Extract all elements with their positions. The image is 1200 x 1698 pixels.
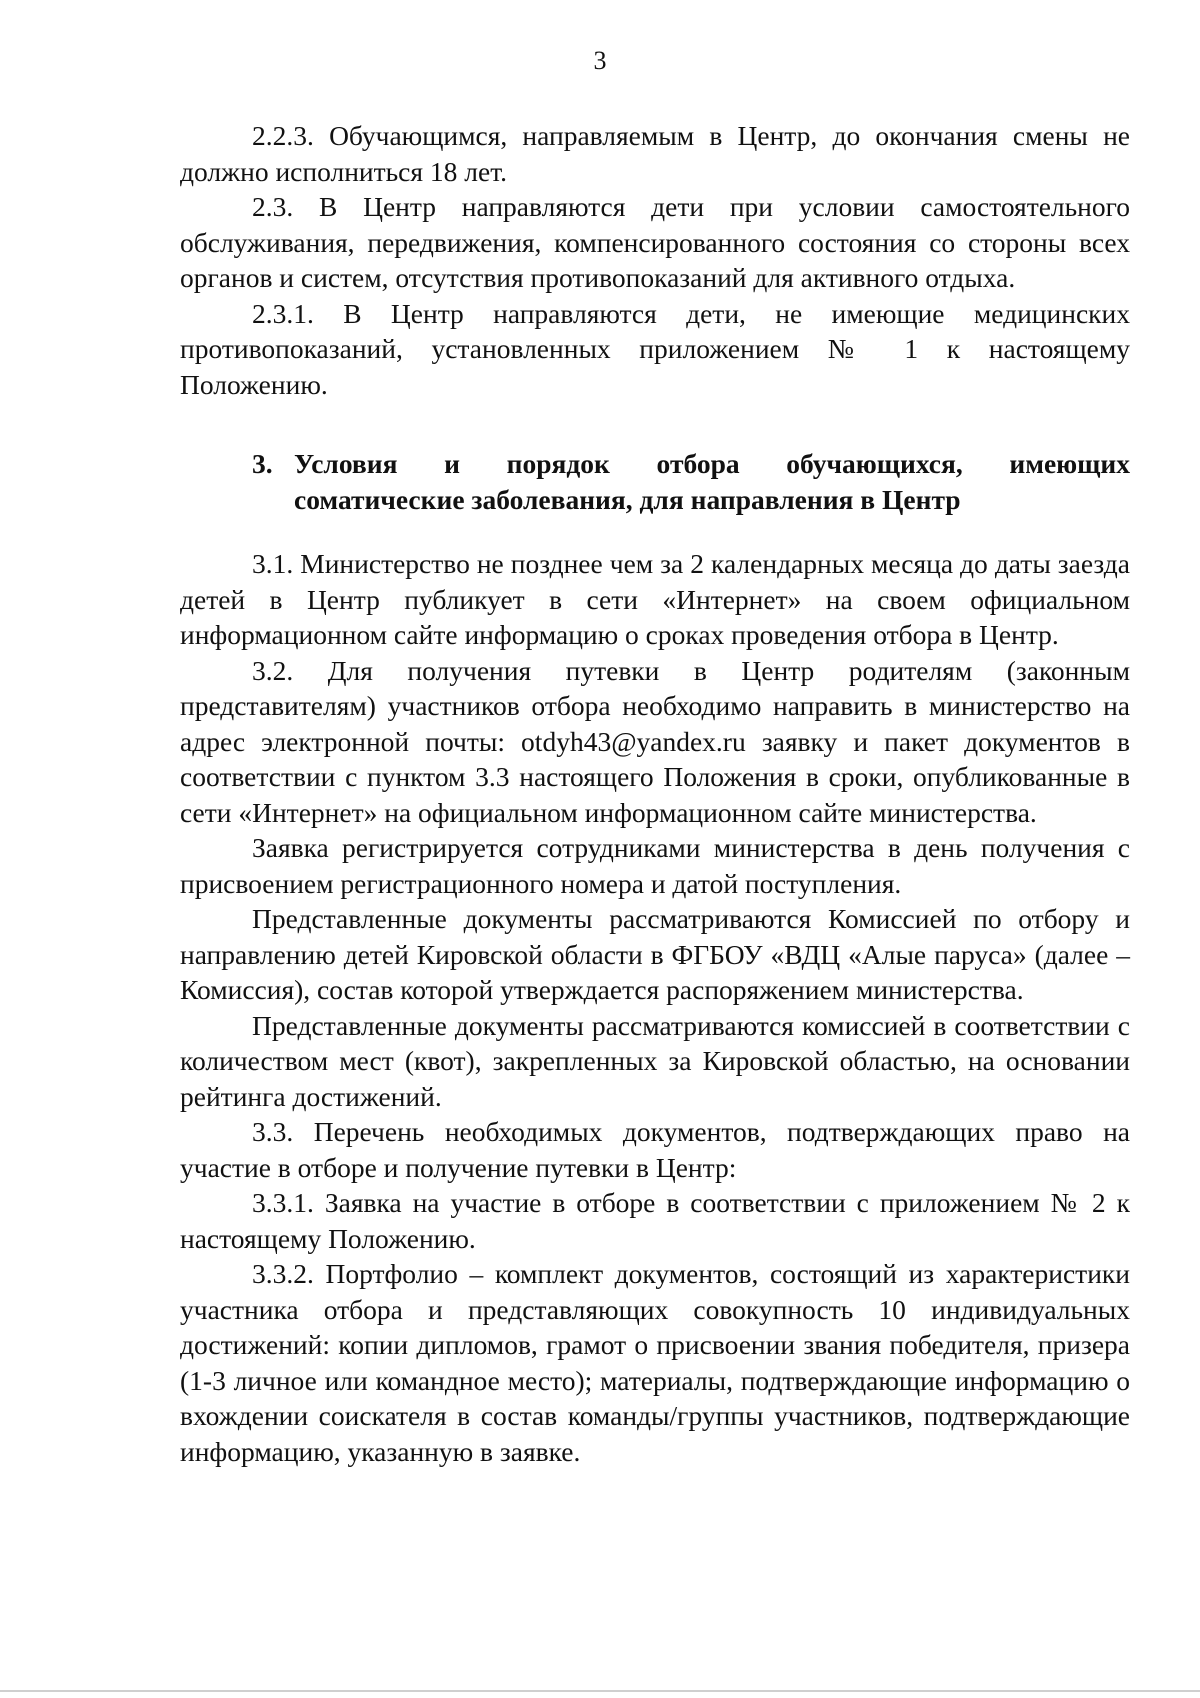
text-block-section-3	[180, 546, 1130, 1469]
section-number: 3.	[252, 448, 273, 479]
section-title	[294, 446, 1130, 517]
paragraph-3-1: 3.1. Министерство не позднее чем за 2 календарных месяца до даты заезда детей в Центр публикует в сети «Интернет» на своем официальном информационном сайте информацию о сроках проведения отбора в Центр.	[180, 548, 1130, 650]
paragraph-3-3: 3.3. Перечень необходимых документов, подтверждающих право на участие в отборе и получение путевки в Центр:	[180, 1116, 1130, 1183]
scan-bottom-edge	[0, 1690, 1200, 1692]
section-heading	[180, 446, 1130, 517]
paragraph-3-3-1: 3.3.1. Заявка на участие в отборе в соответствии с приложением № 2 к настоящему Положению.	[180, 1187, 1130, 1254]
text-block-before-section	[180, 118, 1130, 402]
paragraph-2-3-1: 2.3.1. В Центр направляются дети, не имеющие медицинских противопоказаний, установленных приложением № 1 к настоящему Положению.	[180, 297, 1130, 400]
paragraph-3-3-2: 3.3.2. Портфолио – комплект документов, состоящий из характеристики участника отбора и представляющих совокупность 10 индивидуальных достижений: копии дипломов, грамот о присвоении звания победителя, призера (1-3 личное или командное место); материалы, подтверждающие информацию о вхождении соискателя в состав команды/группы участников, подтверждающие информацию, указанную в заявке.	[180, 1258, 1130, 1467]
paragraph-application-registration: Заявка регистрируется сотрудниками министерства в день получения с присвоением регистрационного номера и датой поступления.	[180, 832, 1130, 899]
section-title-line-2: соматические заболевания, для направления в Центр	[294, 483, 961, 515]
paragraph-quota-review: Представленные документы рассматриваются комиссией в соответствии с количеством мест (квот), закрепленных за Кировской областью, на основании рейтинга достижений.	[180, 1009, 1130, 1112]
paragraph-3-2: 3.2. Для получения путевки в Центр родителям (законным представителям) участников отбора необходимо направить в министерство на адрес электронной почты: otdyh43@yandex.ru заявку и пакет документов в соответствии с пунктом 3.3 настоящего Положения в сроки, опубликованные в сети «Интернет» на официальном информационном сайте министерства.	[180, 654, 1130, 828]
paragraph-2-2-3: 2.2.3. Обучающимся, направляемым в Центр, до окончания смены не должно исполниться 18 лет.	[180, 120, 1130, 187]
paragraph-2-3: 2.3. В Центр направляются дети при условии самостоятельного обслуживания, передвижения, компенсированного состояния со стороны всех органов и систем, отсутствия противопоказаний для активного отдыха.	[180, 191, 1130, 293]
paragraph-commission-review: Представленные документы рассматриваются Комиссией по отбору и направлению детей Кировской области в ФГБОУ «ВДЦ «Алые паруса» (далее – Комиссия), состав которой утверждается распоряжением министерства.	[180, 903, 1130, 1005]
section-title-line-1: Условия и порядок отбора обучающихся, имеющих	[294, 448, 1130, 479]
page-number: 3	[593, 46, 607, 75]
